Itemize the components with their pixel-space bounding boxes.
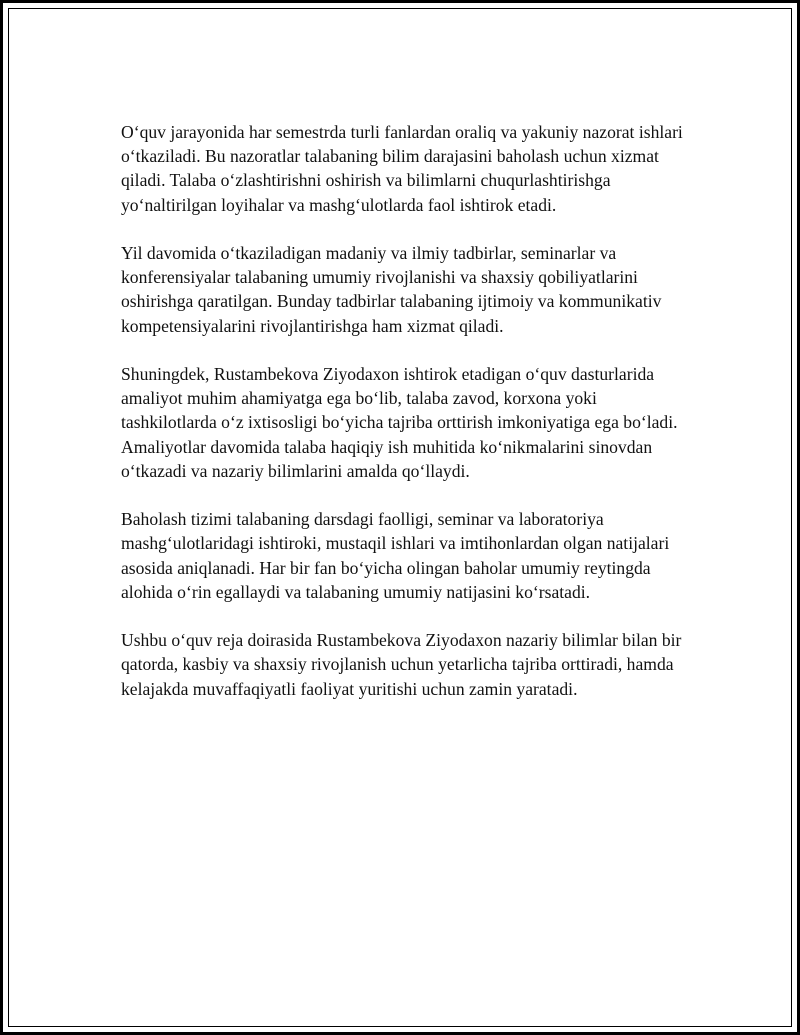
paragraph-5: Ushbu o‘quv reja doirasida Rustambekova Ziyodaxon nazariy bilimlar bilan bir qatorda, kasbiy va shaxsiy rivojlanish uchun yetarlicha tajriba orttiradi, hamda kelajakda muvaffaqiyatli faoliyat yuritishi uchun zamin yaratadi. [121,630,682,699]
document-body [121,120,693,725]
paragraph-4: Baholash tizimi talabaning darsdagi faolligi, seminar va laboratoriya mashg‘ulotlaridagi ishtiroki, mustaqil ishlari va imtihonlardan olgan natijalari asosida aniqlanadi. Har bir fan bo‘yicha olingan baholar umumiy reytingda alohida o‘rin egallaydi va talabaning umumiy natijasini ko‘rsatadi. [121,509,670,602]
paragraph-1: O‘quv jarayonida har semestrda turli fanlardan oraliq va yakuniy nazorat ishlari o‘tkaziladi. Bu nazoratlar talabaning bilim darajasini baholash uchun xizmat qiladi. Talaba o‘zlashtirishni oshirish va bilimlarni chuqurlashtirishga yo‘naltirilgan loyihalar va mashg‘ulotlarda faol ishtirok etadi. [121,122,683,215]
paragraph-2: Yil davomida o‘tkaziladigan madaniy va ilmiy tadbirlar, seminarlar va konferensiyalar talabaning umumiy rivojlanishi va shaxsiy qobiliyatlarini oshirishga qaratilgan. Bunday tadbirlar talabaning ijtimoiy va kommunikativ kompetensiyalarini rivojlantirishga ham xizmat qiladi. [121,243,662,336]
paragraph-3: Shuningdek, Rustambekova Ziyodaxon ishtirok etadigan o‘quv dasturlarida amaliyot muhim ahamiyatga ega bo‘lib, talaba zavod, korxona yoki tashkilotlarda o‘z ixtisosligi bo‘yicha tajriba orttirish imkoniyatiga ega bo‘ladi. Amaliyotlar davomida talaba haqiqiy ish muhitida ko‘nikmalarini sinovdan o‘tkazadi va nazariy bilimlarini amalda qo‘llaydi. [121,364,678,481]
